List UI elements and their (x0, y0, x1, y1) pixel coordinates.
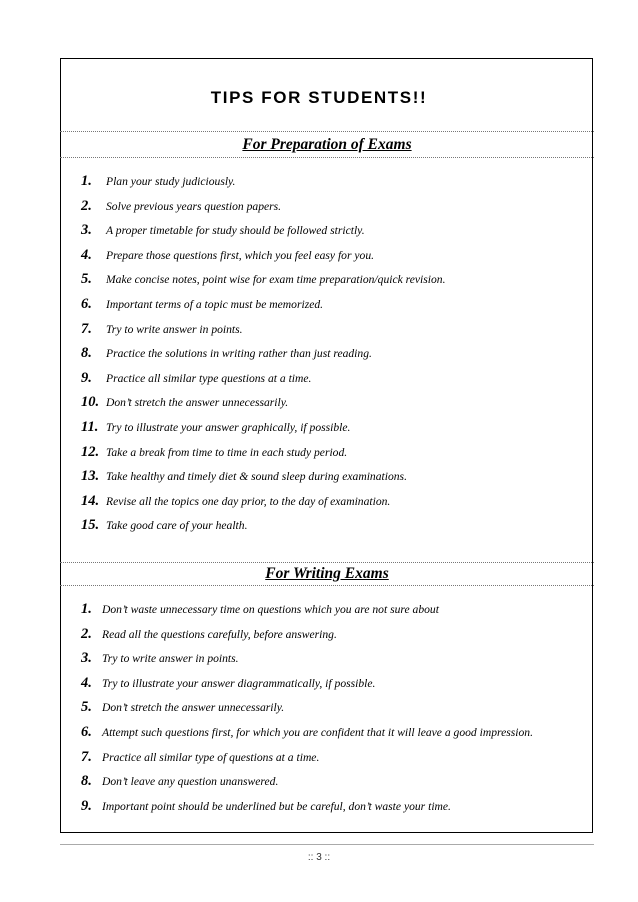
item-text: Don’t stretch the answer unnecessarily. (102, 701, 285, 715)
item-text: Try to write answer in points. (106, 322, 243, 336)
divider (60, 585, 594, 586)
item-text: Try to illustrate your answer graphically, if possible. (106, 420, 351, 434)
item-text: A proper timetable for study should be followed strictly. (106, 224, 365, 238)
item-number: 13. (81, 468, 100, 485)
item-text: Don’t leave any question unanswered. (102, 775, 279, 789)
item-text: Practice the solutions in writing rather than just reading. (106, 347, 372, 361)
item-text: Prepare those questions first, which you feel easy for you. (106, 248, 375, 262)
item-number: 4. (81, 674, 92, 691)
item-number: 2. (81, 197, 92, 214)
item-text: Try to illustrate your answer diagrammatically, if possible. (102, 676, 376, 690)
item-text: Plan your study judiciously. (106, 175, 236, 188)
section-heading-writing: For Writing Exams (265, 565, 389, 582)
item-number: 4. (81, 246, 92, 263)
item-text: Don’t stretch the answer unnecessarily. (106, 396, 289, 410)
item-number: 9. (81, 797, 92, 814)
divider (60, 562, 594, 563)
item-number: 8. (81, 773, 92, 790)
item-number: 7. (81, 748, 92, 765)
divider (60, 131, 594, 132)
item-number: 11. (81, 418, 99, 435)
item-number: 3. (81, 222, 92, 239)
item-number: 8. (81, 345, 92, 362)
item-number: 14. (81, 492, 100, 509)
item-text: Practice all similar type questions at a time. (106, 371, 312, 385)
item-number: 1. (81, 173, 92, 189)
item-number: 6. (81, 723, 92, 740)
item-text: Read all the questions carefully, before answering. (102, 627, 337, 641)
item-text: Revise all the topics one day prior, to the day of examination. (106, 494, 391, 508)
footer-divider (60, 844, 594, 845)
item-number: 5. (81, 271, 92, 288)
page-title: TIPS FOR STUDENTS!! (210, 88, 428, 107)
page-number: :: 3 :: (307, 852, 331, 863)
item-number: 9. (81, 369, 92, 386)
item-number: 2. (81, 625, 92, 642)
item-text: Solve previous years question papers. (106, 199, 282, 213)
item-number: 5. (81, 699, 92, 716)
item-number: 12. (81, 443, 100, 460)
item-text: Important terms of a topic must be memorized. (106, 297, 324, 311)
item-text: Try to write answer in points. (102, 652, 239, 666)
item-text: Take good care of your health. (106, 519, 248, 533)
item-text: Take healthy and timely diet & sound sleep during examinations. (106, 470, 407, 484)
item-text: Important point should be underlined but be careful, don’t waste your time. (102, 799, 451, 813)
item-text: Practice all similar type of questions at a time. (102, 750, 320, 764)
item-number: 6. (81, 295, 92, 312)
item-number: 10. (81, 394, 100, 411)
item-number: 7. (81, 320, 92, 337)
item-text: Take a break from time to time in each study period. (106, 445, 348, 459)
item-text: Don’t waste unnecessary time on questions which you are not sure about (102, 603, 439, 616)
item-number: 3. (81, 650, 92, 667)
item-text: Make concise notes, point wise for exam time preparation/quick revision. (106, 273, 446, 287)
item-number: 1. (81, 601, 92, 617)
section-heading-preparation: For Preparation of Exams (242, 136, 412, 153)
divider (60, 157, 594, 158)
item-text: Attempt such questions first, for which you are confident that it will leave a good impression. (102, 725, 533, 739)
item-number: 15. (81, 517, 100, 534)
